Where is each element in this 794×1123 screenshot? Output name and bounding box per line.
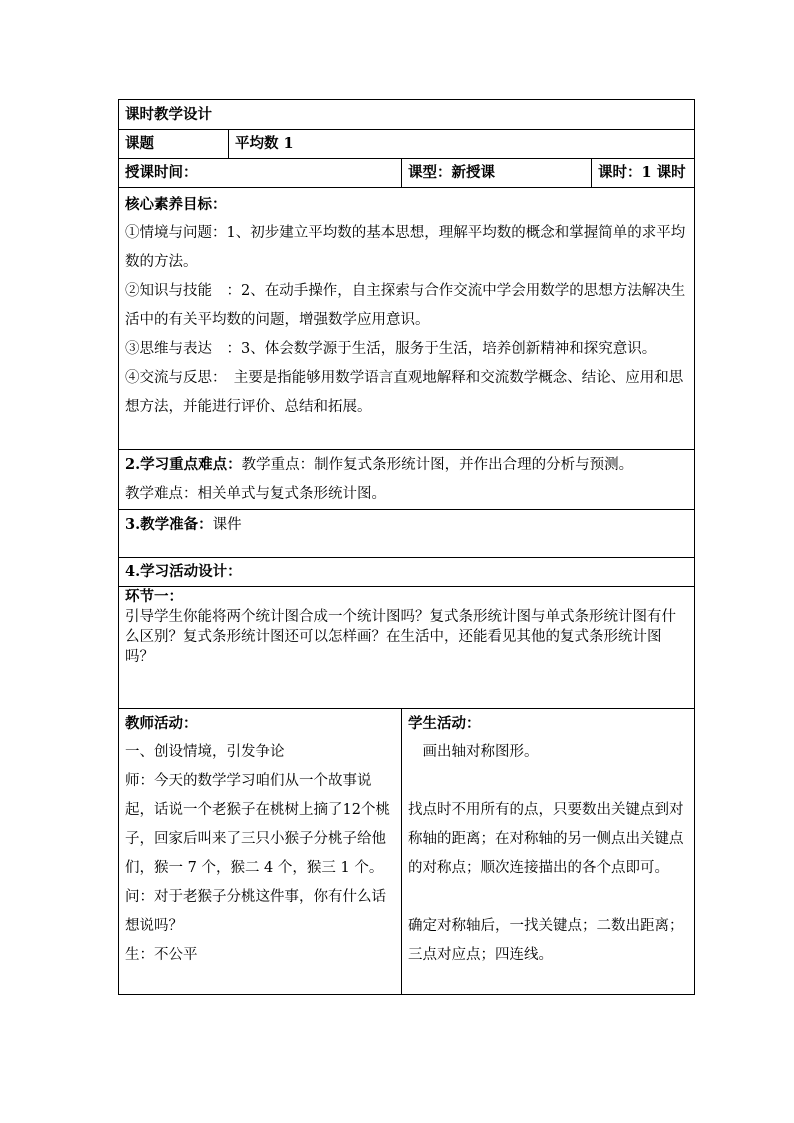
preparation-cell [119,510,695,558]
preparation-label: 3.教学准备： [125,516,213,533]
teacher-activity-label: 教师活动： [125,715,198,732]
student-activity-cell [402,709,695,995]
info-row [119,159,695,188]
segment-row [119,587,695,709]
blank-line [408,883,688,912]
type-cell: 课型：新授课 [402,159,592,188]
goals-cell [119,188,695,450]
teacher-line: 问：对于老猴子分桃这件事，你有什么话想说吗？ [125,889,386,934]
key-points-cell [119,450,695,510]
teaching-focus: 教学重点：制作复式条形统计图，并作出合理的分析与预测。 [241,457,634,473]
student-line: 画出轴对称图形。 [408,744,539,760]
activities-row [119,709,695,995]
topic-label: 课题 [119,130,229,159]
key-points-row [119,450,695,510]
hours-cell: 课时：1 课时 [592,159,695,188]
student-line: 确定对称轴后，一找关键点；二数出距离；三点对应点；四连线。 [408,918,684,963]
design-title: 课时教学设计 [119,100,695,130]
topic-row [119,130,695,159]
segment-text: 引导学生你能将两个统计图合成一个统计图吗？复式条形统计图与单式条形统计图有什么区别？复式条形统计图还可以怎样画？在生活中，还能看见其他的复式条形统计图吗？ [125,609,676,665]
goal-item-3: ③思维与表达 ：3、体会数学源于生活，服务于生活，培养创新精神和探究意识。 [125,341,657,357]
student-activity-label: 学生活动： [408,715,481,732]
teacher-line: 师：今天的数学学习咱们从一个故事说起，话说一个老猴子在桃树上摘了12个桃子，回家后叫来了三只小猴子分桃子给他们，猴一 7 个，猴二 4 个，猴三 1 个。 [125,773,390,876]
blank-line [408,767,688,796]
goals-heading: 核心素养目标： [125,196,227,213]
activity-design-label: 4.学习活动设计： [119,558,695,587]
activity-design-row [119,558,695,587]
teacher-line: 一、创设情境，引发争论 [125,744,285,760]
lesson-plan-table [118,99,695,995]
preparation-row [119,510,695,558]
preparation-value: 课件 [212,517,242,533]
teacher-line: 生：不公平 [125,947,198,963]
segment-cell [119,587,695,709]
key-points-label: 2.学习重点难点： [125,456,242,473]
goal-item-1: ①情境与问题：1、初步建立平均数的基本思想，理解平均数的概念和掌握简单的求平均数的方法。 [125,225,686,270]
topic-value: 平均数 1 [229,130,695,159]
segment-label: 环节一： [125,588,183,605]
teaching-difficulty: 教学难点：相关单式与复式条形统计图。 [125,486,386,502]
title-row [119,100,695,130]
goals-row [119,188,695,450]
goal-item-4: ④交流与反思： 主要是指能够用数学语言直观地解释和交流数学概念、结论、应用和思想方法，并能进行评价、总结和拓展。 [125,370,684,415]
teacher-activity-cell [119,709,402,995]
student-line: 找点时不用所有的点，只要数出关键点到对称轴的距离；在对称轴的另一侧点出关键点的对称点；顺次连接描出的各个点即可。 [408,802,684,876]
time-cell: 授课时间： [119,159,402,188]
goal-item-2: ②知识与技能 ：2、在动手操作，自主探索与合作交流中学会用数学的思想方法解决生活中的有关平均数的问题，增强数学应用意识。 [125,283,686,328]
